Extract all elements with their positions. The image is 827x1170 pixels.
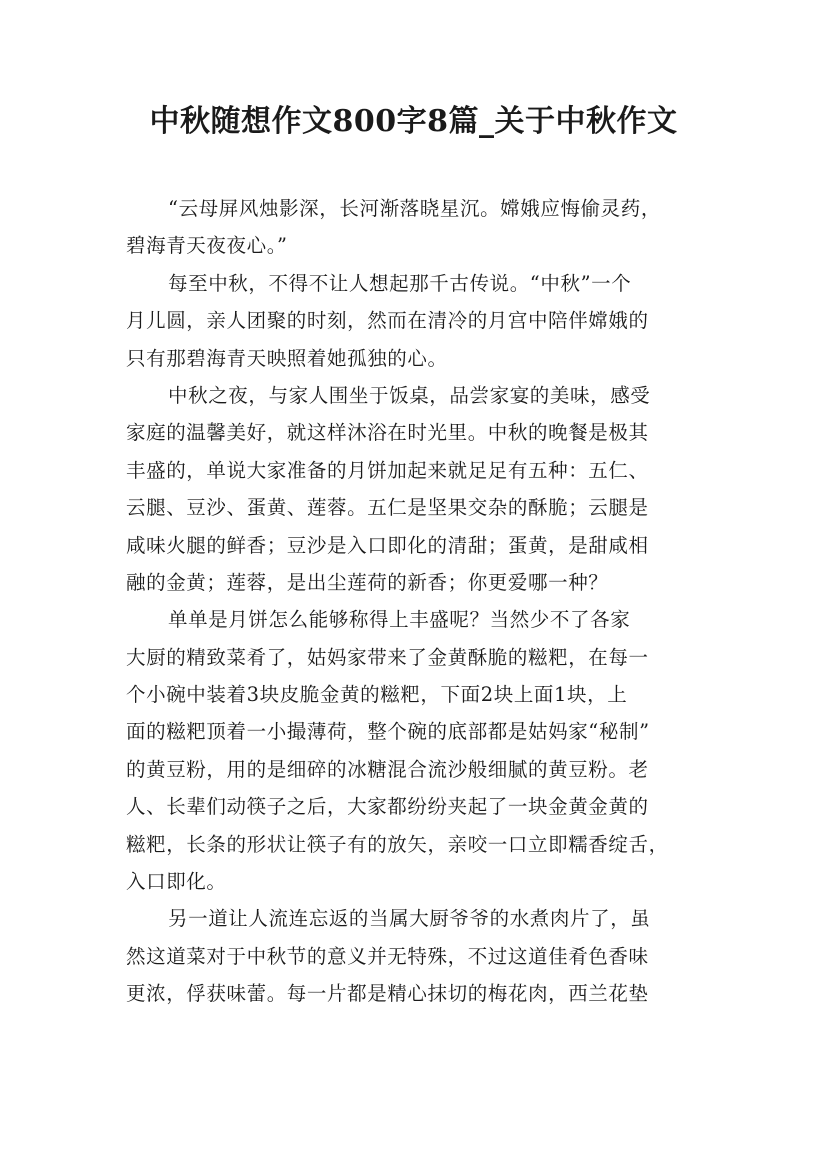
text-line: 人、长辈们动筷子之后，大家都纷纷夹起了一块金黄金黄的 [126, 795, 649, 819]
text-line: 中秋之夜，与家人围坐于饭桌，品尝家宴的美味，感受 [168, 383, 651, 407]
document-body [126, 190, 712, 1013]
text-line: 面的糍粑顶着一小撮薄荷，整个碗的底部都是姑妈家“秘制” [126, 720, 650, 744]
text-line: 糍粑，长条的形状让筷子有的放矢，亲咬一口立即糯香绽舌， [126, 832, 669, 856]
text-line: 的黄豆粉，用的是细碎的冰糖混合流沙般细腻的黄豆粉。老 [126, 757, 649, 781]
text-line: 入口即化。 [126, 870, 227, 894]
paragraph-2 [126, 265, 712, 377]
document-title: 中秋随想作文800字8篇_关于中秋作文 [149, 104, 678, 139]
paragraph-5 [126, 900, 712, 1012]
text-line: 碧海青天夜夜心。” [126, 234, 288, 258]
text-line: 丰盛的，单说大家准备的月饼加起来就足足有五种：五仁、 [126, 458, 649, 482]
text-line: 单单是月饼怎么能够称得上丰盛呢？当然少不了各家 [168, 608, 631, 632]
text-line: 每至中秋，不得不让人想起那千古传说。“中秋”一个 [168, 271, 632, 295]
paragraph-4 [126, 601, 712, 900]
text-line: 然这道菜对于中秋节的意义并无特殊，不过这道佳肴色香味 [126, 944, 649, 968]
text-line: “云母屏风烛影深，长河渐落晓星沉。嫦娥应悔偷灵药， [168, 197, 661, 220]
text-line: 月儿圆，亲人团聚的时刻，然而在清冷的月宫中陪伴嫦娥的 [126, 309, 649, 333]
text-line: 咸味火腿的鲜香；豆沙是入口即化的清甜；蛋黄，是甜咸相 [126, 533, 649, 557]
text-line: 家庭的温馨美好，就这样沐浴在时光里。中秋的晚餐是极其 [126, 421, 649, 445]
text-line: 大厨的精致菜肴了，姑妈家带来了金黄酥脆的糍粑，在每一 [126, 645, 649, 669]
text-line: 只有那碧海青天映照着她孤独的心。 [126, 346, 448, 370]
text-line: 更浓，俘获味蕾。每一片都是精心抹切的梅花肉，西兰花垫 [126, 982, 649, 1006]
text-line: 云腿、豆沙、蛋黄、莲蓉。五仁是坚果交杂的酥脆；云腿是 [126, 496, 649, 520]
text-line: 另一道让人流连忘返的当属大厨爷爷的水煮肉片了，虽 [168, 907, 651, 931]
paragraph-3 [126, 377, 712, 601]
paragraph-1 [126, 190, 712, 265]
text-line: 融的金黄；莲蓉，是出尘莲荷的新香；你更爱哪一种？ [126, 570, 609, 594]
text-line: 个小碗中装着3块皮脆金黄的糍粑，下面2块上面1块，上 [126, 683, 628, 707]
